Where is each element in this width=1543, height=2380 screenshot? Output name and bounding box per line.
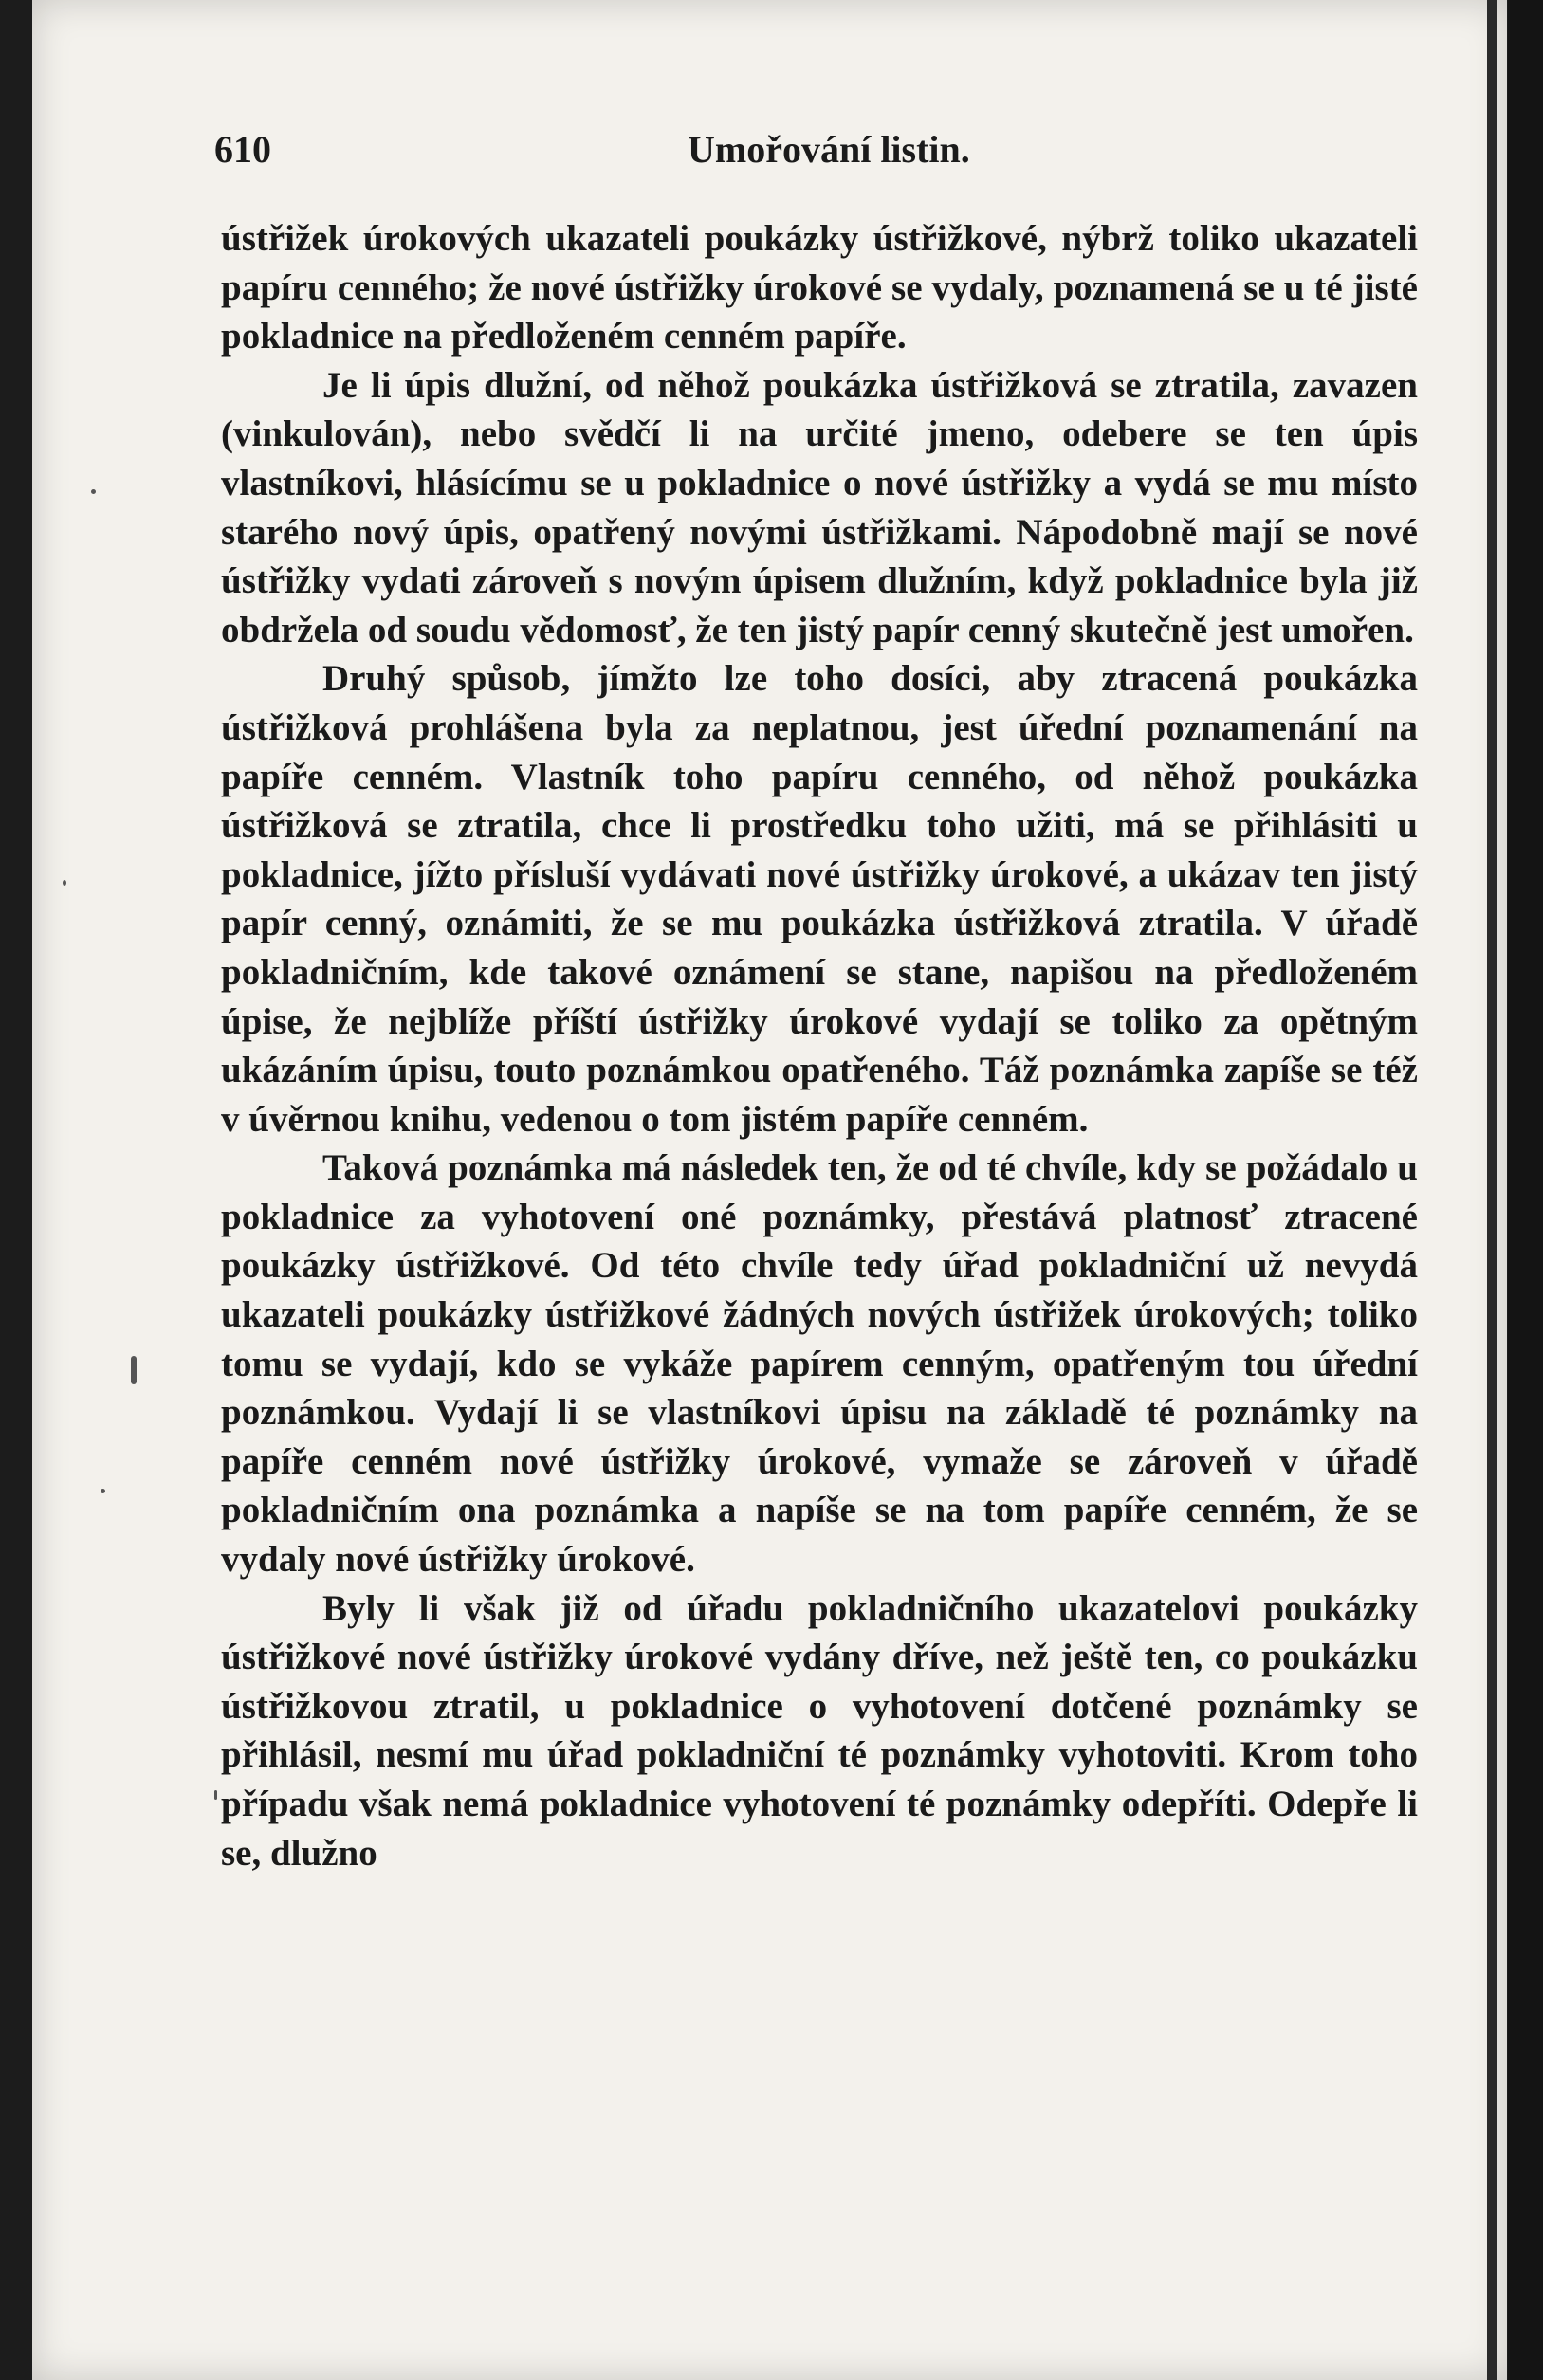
page-edge-shadow xyxy=(1487,0,1497,2380)
scan-speck xyxy=(131,1356,137,1384)
paragraph: Taková poznámka má následek ten, že od té chvíle, kdy se požádalo u pokladnice za vyhotovení oné poznámky, přestává platnosť ztracené poukázky ústřižkové. Od této chvíle tedy úřad pokladniční už nevydá ukazateli poukázky ústřižkové žádných nových ústřižek úrokových; toliko tomu se vydají, kdo se vykáže papírem cenným, opatřeným tou úřední poznámkou. Vydají li se vlastníkovi úpisu na základě té poznámky na papíře cenném nové ústřižky úrokové, vymaže se zároveň v úřadě pokladničním ona poznámka a napíše se na tom papíře cenném, že se vydaly nové ústřižky úrokové. xyxy=(221,1147,1418,1581)
paragraph: Druhý spůsob, jímžto lze toho dosíci, aby ztracená poukázka ústřižková prohlášena byla za neplatnou, jest úřední poznamenání na papíře cenném. Vlastník toho papíru cenného, od něhož poukázka ústřižková se ztratila, chce li prostředku toho užiti, má se přihlásiti u pokladnice, jížto přísluší vydávati nové ústřižky úrokové, a ukázav ten jistý papír cenný, oznámiti, že se mu poukázka ústřižková ztratila. V úřadě pokladničním, kde takové oznámení se stane, napišou na předloženém úpise, že nejblíže příští ústřižky úrokové vydají se toliko za opětným ukázáním úpisu, touto poznámkou opatřeného. Táž poznámka zapíše se též v úvěrnou knihu, vedenou o tom jistém papíře cenném. xyxy=(221,658,1418,1140)
scan-speck xyxy=(63,880,66,886)
scan-speck xyxy=(214,1790,217,1800)
scan-border xyxy=(1508,0,1543,2380)
paragraph: Je li úpis dlužní, od něhož poukázka ústřižková se ztratila, zavazen (vinkulován), nebo svědčí li na určité jmeno, odebere se ten úpis vlastníkovi, hlásícímu se u pokladnice o nové ústřižky a vydá se mu místo starého nový úpis, opatřený novými ústřižkami. Nápodobně mají se nové ústřižky vydati zároveň s novým úpisem dlužním, když pokladnice byla již obdržela od soudu vědomosť, že ten jistý papír cenný skutečně jest umořen. xyxy=(221,364,1418,650)
body-text xyxy=(221,214,1418,1877)
paragraph: Byly li však již od úřadu pokladničního ukazatelovi poukázky ústřižkové nové ústřižky úrokové vydány dříve, než ještě ten, co poukázku ústřižkovou ztratil, u pokladnice o vyhotovení dotčené poznámky se přihlásil, nesmí mu úřad pokladniční té poznámky vyhotoviti. Krom toho případu však nemá pokladnice vyhotovení té poznámky odepříti. Odepře li se, dlužno xyxy=(221,1587,1418,1874)
page-header xyxy=(214,127,1419,184)
scan-speck xyxy=(101,1489,105,1493)
paragraph: ústřižek úrokových ukazateli poukázky ústřižkové, nýbrž toliko ukazateli papíru cenného; že nové ústřižky úrokové se vydaly, poznamená se u té jisté pokladnice na předloženém cenném papíře. xyxy=(221,218,1418,357)
running-title: Umořování listin. xyxy=(688,128,970,171)
page-number: 610 xyxy=(214,128,271,171)
scan-speck xyxy=(91,489,96,494)
